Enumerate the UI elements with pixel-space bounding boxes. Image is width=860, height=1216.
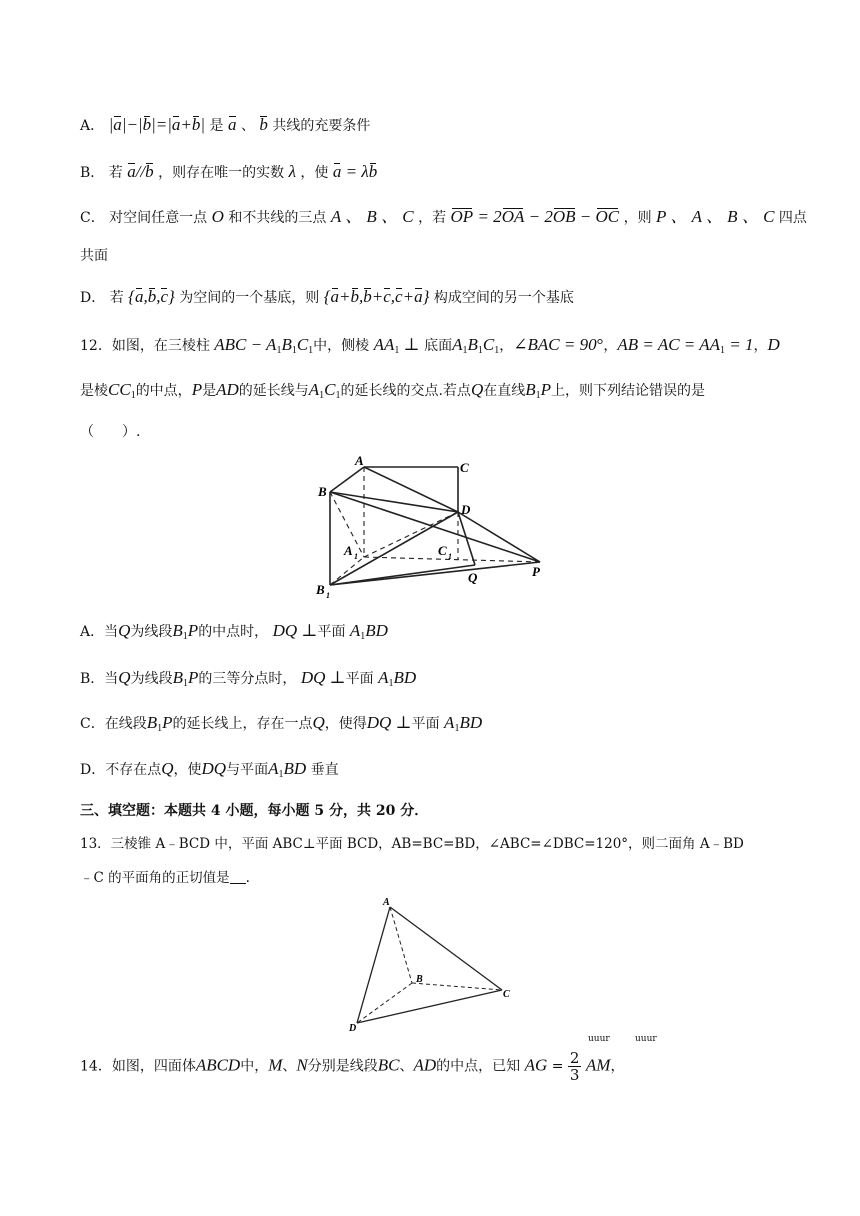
label-P: P bbox=[532, 564, 540, 579]
text: ， bbox=[610, 1058, 625, 1075]
math-B1P: $B_1P$ bbox=[172, 621, 199, 642]
label-B: B bbox=[318, 484, 327, 499]
math-P: P bbox=[191, 380, 203, 399]
math-points: P 、 A 、 B 、 C bbox=[656, 207, 775, 226]
section-heading: 三、填空题：本题共 4 小题，每小题 5 分，共 20 分． bbox=[80, 803, 429, 819]
option-label: B． bbox=[80, 165, 105, 181]
text: 若 bbox=[108, 165, 123, 181]
option-12a bbox=[80, 621, 388, 647]
question-number: 12． bbox=[80, 338, 112, 354]
text: 对空间任意一点 bbox=[109, 210, 208, 226]
math-AM: AM bbox=[585, 1055, 611, 1075]
math-N: N bbox=[296, 1055, 308, 1075]
text: 在线段 bbox=[104, 716, 147, 732]
text: 上，则下列结论错误的是 bbox=[551, 383, 705, 399]
text: 是棱 bbox=[80, 383, 108, 399]
math-B1P: $B_1P$ bbox=[146, 713, 173, 734]
vector-artifact-am: uuur bbox=[635, 1034, 657, 1044]
label-B1-sub: 1 bbox=[326, 591, 330, 600]
text: 当 bbox=[104, 671, 119, 687]
option-label: A． bbox=[80, 624, 105, 640]
math-Q: Q bbox=[312, 713, 325, 732]
text: ，使得 bbox=[324, 716, 367, 732]
option-11b bbox=[80, 162, 377, 183]
text: 构成空间的另一个基底 bbox=[433, 290, 574, 306]
pyramid-figure bbox=[345, 893, 525, 1033]
option-12d bbox=[80, 759, 339, 785]
text: 当 bbox=[104, 624, 119, 640]
math-O: O bbox=[211, 207, 224, 226]
text: 共线的充要条件 bbox=[272, 118, 371, 134]
q14-line: 14．如图，四面体ABCD中，M、N分别是线段BC、AD的中点，已知 AG = $\frac{2}{3}$ AM， bbox=[80, 1049, 625, 1084]
math-DQ: DQ ⊥ bbox=[300, 668, 346, 687]
math-a: a bbox=[228, 115, 237, 134]
label-C1-sub: 1 bbox=[448, 552, 452, 561]
math-AD: AD bbox=[413, 1055, 437, 1075]
math-lengths: AB = AC = $AA_1 = 1$ bbox=[617, 335, 754, 356]
math-expression: |a|−|b|=|a+b| bbox=[108, 115, 206, 134]
text: ，则存在唯一的实数 bbox=[158, 165, 285, 181]
math-AG: AG bbox=[524, 1055, 548, 1075]
option-11c bbox=[80, 207, 807, 228]
q13-line1: 13．三棱锥 A﹣BCD 中，平面 ABC⊥平面 BCD，AB=BC=BD，∠ABC=∠DBC=120°，则二面角 A﹣BD bbox=[80, 836, 744, 852]
text: . bbox=[245, 870, 250, 886]
text: 的延长线的交点.若点 bbox=[340, 383, 471, 399]
math-edge: $CC_1$ bbox=[108, 380, 136, 401]
text: 底面 bbox=[424, 338, 453, 354]
label-B1: B bbox=[316, 582, 325, 597]
math-plane: $A_1BD$ bbox=[349, 621, 388, 642]
q13-line2 bbox=[80, 868, 250, 888]
math-edge: $AA_1$ ⊥ bbox=[373, 335, 420, 356]
text: 平面 bbox=[345, 671, 374, 687]
math-lambda: λ bbox=[288, 162, 296, 181]
label-A: A bbox=[355, 453, 364, 468]
math-plane: $A_1BD$ bbox=[378, 668, 417, 689]
math-expression: a = λb bbox=[332, 162, 378, 181]
vector-artifact-ag: uuur bbox=[588, 1034, 610, 1044]
text: 是 bbox=[209, 118, 224, 134]
answer-blank bbox=[230, 869, 246, 884]
text: 是 bbox=[202, 383, 217, 399]
option-12b bbox=[80, 668, 416, 694]
math-points: A 、 B 、 C bbox=[330, 207, 414, 226]
option-label: D． bbox=[80, 290, 106, 306]
label-C: C bbox=[503, 989, 510, 1000]
text: ，若 bbox=[418, 210, 447, 226]
q12-line1: 12．如图，在三棱柱 ABC − $A_1B_1C_1$中，侧棱 $AA_1$ ⊥ 底面$A_1B_1C_1$，∠BAC = 90°，AB = AC = $AA_1 = 1$，D bbox=[80, 335, 780, 356]
option-11d bbox=[80, 287, 574, 308]
math-expression: {a+b,b+c,c+a} bbox=[323, 287, 430, 306]
text: ，使 bbox=[173, 762, 202, 778]
label-A1: A bbox=[344, 543, 353, 558]
label-A1-sub: 1 bbox=[354, 552, 358, 561]
math-AD: AD bbox=[216, 380, 239, 399]
text: 的中点时， bbox=[198, 624, 269, 640]
text: 的延长线与 bbox=[238, 383, 309, 399]
math-B1P: $B_1P$ bbox=[525, 380, 551, 401]
text: 为线段 bbox=[130, 671, 173, 687]
math-expression: a//b bbox=[127, 162, 154, 181]
text: 、 bbox=[282, 1058, 297, 1075]
text: 为线段 bbox=[130, 624, 173, 640]
text: 的中点，已知 bbox=[436, 1058, 521, 1075]
math-Q: Q bbox=[161, 759, 174, 778]
label-Q: Q bbox=[468, 570, 478, 585]
text: ，则 bbox=[623, 210, 652, 226]
math-expression: {a,b,c} bbox=[128, 287, 175, 306]
math-prism: ABC − $A_1B_1C_1$ bbox=[214, 335, 314, 356]
text: 的中点， bbox=[135, 383, 192, 399]
math-A1C1: $A_1C_1$ bbox=[308, 380, 341, 401]
option-12c bbox=[80, 713, 482, 739]
math-DQ: DQ ⊥ bbox=[272, 621, 318, 640]
math-ABCD: ABCD bbox=[195, 1055, 241, 1075]
text: 为空间的一个基底，则 bbox=[179, 290, 320, 306]
text: 的延长线上，存在一点 bbox=[172, 716, 313, 732]
label-A: A bbox=[383, 897, 390, 908]
text: 若 bbox=[109, 290, 124, 306]
q12-line2 bbox=[80, 380, 705, 406]
label-B: B bbox=[416, 974, 423, 985]
math-D: D bbox=[767, 335, 780, 354]
text: 与平面 bbox=[226, 762, 269, 778]
text: 分别是线段 bbox=[307, 1058, 378, 1075]
math-plane: $A_1BD$ bbox=[268, 759, 307, 780]
option-label: C． bbox=[80, 716, 105, 732]
text: 不存在点 bbox=[105, 762, 162, 778]
label-D: D bbox=[461, 502, 471, 517]
math-BC: BC bbox=[377, 1055, 400, 1075]
prism-figure bbox=[300, 452, 560, 602]
math-Q: Q bbox=[118, 668, 131, 687]
text: 平面 bbox=[317, 624, 346, 640]
math-DQ: DQ bbox=[201, 759, 227, 778]
text: ﹣C 的平面角的正切值是 bbox=[80, 870, 230, 886]
label-C1: C bbox=[438, 543, 447, 558]
text: 、 bbox=[399, 1058, 414, 1075]
text: 平面 bbox=[411, 716, 440, 732]
math-M: M bbox=[268, 1055, 283, 1075]
text: 垂直 bbox=[310, 762, 339, 778]
label-D: D bbox=[349, 1023, 357, 1033]
text: 中， bbox=[240, 1058, 269, 1075]
math-expression: OP = 2OA − 2OB − OC bbox=[450, 207, 620, 226]
option-label: B． bbox=[80, 671, 105, 687]
option-label: A． bbox=[80, 118, 105, 134]
text: 14．如图，四面体 bbox=[80, 1058, 196, 1075]
math-Q: Q bbox=[470, 380, 484, 399]
text: 和不共线的三点 bbox=[228, 210, 327, 226]
text: 中，侧棱 bbox=[313, 338, 370, 354]
math-B1P: $B_1P$ bbox=[172, 668, 199, 689]
math-angle: ∠BAC = 90° bbox=[513, 335, 604, 354]
label-C: C bbox=[460, 460, 469, 475]
text: （ ）. bbox=[80, 424, 141, 440]
math-base: $A_1B_1C_1$ bbox=[452, 335, 500, 356]
math-Q: Q bbox=[118, 621, 131, 640]
option-11c-cont bbox=[80, 246, 108, 266]
fraction-2-3: $\frac{2}{3}$ bbox=[569, 1049, 580, 1084]
text: 、 bbox=[240, 118, 255, 134]
text: ，使 bbox=[300, 165, 329, 181]
math-b: b bbox=[259, 115, 268, 134]
text: 共面 bbox=[80, 248, 108, 264]
option-label: D． bbox=[80, 762, 106, 778]
q12-paren bbox=[80, 422, 140, 442]
math-DQ: DQ ⊥ bbox=[366, 713, 412, 732]
text: 在直线 bbox=[483, 383, 526, 399]
text: 如图，在三棱柱 bbox=[111, 338, 210, 354]
math-plane: $A_1BD$ bbox=[444, 713, 483, 734]
option-label: C． bbox=[80, 210, 105, 226]
text: 的三等分点时， bbox=[198, 671, 297, 687]
option-11a bbox=[80, 115, 370, 136]
text: 四点 bbox=[778, 210, 807, 226]
